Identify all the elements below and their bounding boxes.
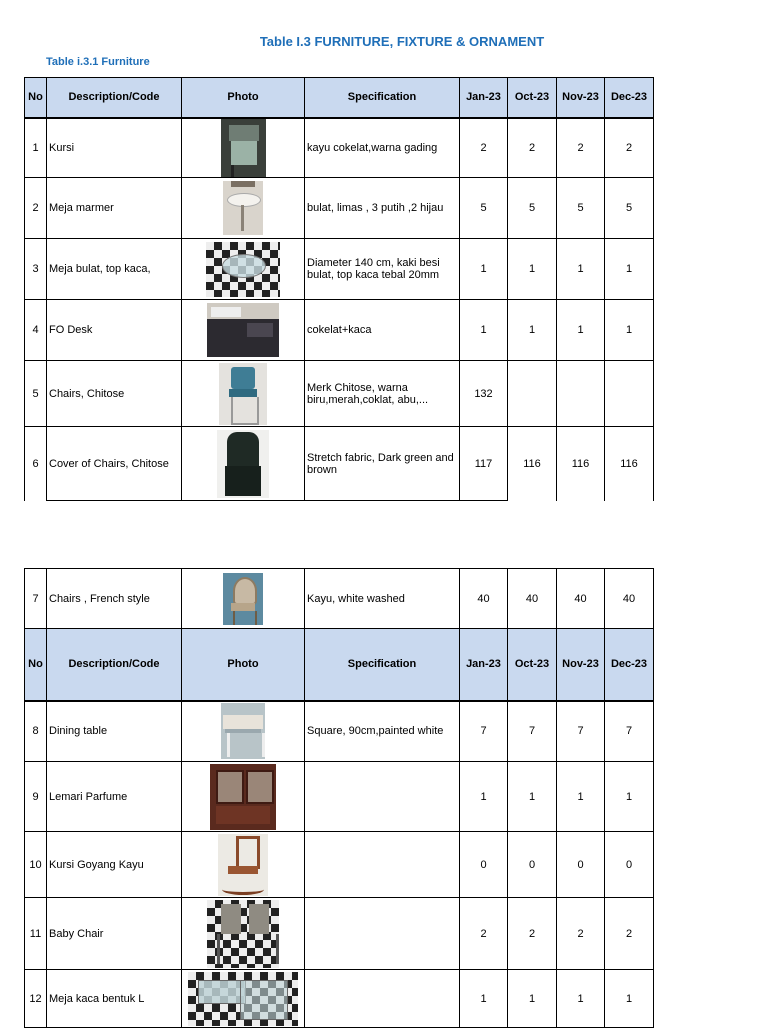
header-dec-23: Dec-23: [605, 78, 654, 118]
baby-chair-photo: [207, 900, 279, 968]
row-description: Kursi Goyang Kayu: [47, 832, 182, 898]
table-row: [25, 701, 654, 762]
row-no: 10: [25, 832, 47, 898]
row-nov-23: [557, 361, 605, 427]
row-oct-23: 2: [508, 898, 557, 970]
header-oct-23: Oct-23: [508, 629, 557, 701]
row-no: 2: [25, 178, 47, 239]
row-jan-23: 2: [460, 898, 508, 970]
row-specification: Diameter 140 cm, kaki besi bulat, top kaca tebal 20mm: [305, 239, 460, 300]
row-specification: [305, 762, 460, 832]
table-row: [25, 239, 654, 300]
header-nov-23: Nov-23: [557, 78, 605, 118]
row-specification: Kayu, white washed: [305, 569, 460, 629]
row-no: 9: [25, 762, 47, 832]
row-specification: [305, 970, 460, 1028]
row-oct-23: 2: [508, 118, 557, 178]
table-subtitle: Table i.3.1 Furniture: [46, 56, 150, 68]
row-dec-23: 7: [605, 701, 654, 762]
row-dec-23: 1: [605, 762, 654, 832]
fo-desk-photo: [207, 303, 279, 357]
row-oct-23: 40: [508, 569, 557, 629]
row-jan-23: 0: [460, 832, 508, 898]
row-specification: Square, 90cm,painted white: [305, 701, 460, 762]
row-jan-23: 132: [460, 361, 508, 427]
row-description: Baby Chair: [47, 898, 182, 970]
row-jan-23: 117: [460, 427, 508, 501]
header-description: Description/Code: [47, 78, 182, 118]
glass-table-photo: [206, 242, 280, 297]
row-jan-23: 1: [460, 762, 508, 832]
row-jan-23: 5: [460, 178, 508, 239]
chair-photo: [221, 119, 266, 177]
row-description: Meja marmer: [47, 178, 182, 239]
row-oct-23: 1: [508, 762, 557, 832]
row-dec-23: 40: [605, 569, 654, 629]
l-glass-table-photo: [188, 972, 298, 1026]
table-row: [25, 762, 654, 832]
table-header-row-repeat: [25, 629, 654, 701]
row-nov-23: 2: [557, 118, 605, 178]
row-dec-23: 1: [605, 970, 654, 1028]
header-nov-23: Nov-23: [557, 629, 605, 701]
row-no: 5: [25, 361, 47, 427]
row-oct-23: 1: [508, 300, 557, 361]
row-oct-23: 1: [508, 239, 557, 300]
row-jan-23: 2: [460, 118, 508, 178]
table-row: [25, 118, 654, 178]
row-no: 6: [25, 427, 47, 501]
row-nov-23: 5: [557, 178, 605, 239]
row-specification: Merk Chitose, warna biru,merah,coklat, abu,...: [305, 361, 460, 427]
table-row: [25, 569, 654, 629]
chair-cover-photo: [217, 430, 269, 498]
row-nov-23: 0: [557, 832, 605, 898]
row-jan-23: 40: [460, 569, 508, 629]
row-no: 11: [25, 898, 47, 970]
header-no: No: [25, 629, 47, 701]
header-oct-23: Oct-23: [508, 78, 557, 118]
header-jan-23: Jan-23: [460, 629, 508, 701]
row-no: 7: [25, 569, 47, 629]
row-jan-23: 1: [460, 239, 508, 300]
row-description: Cover of Chairs, Chitose: [47, 427, 182, 501]
row-dec-23: 0: [605, 832, 654, 898]
header-dec-23: Dec-23: [605, 629, 654, 701]
french-chair-photo: [223, 573, 263, 625]
row-nov-23: 1: [557, 970, 605, 1028]
table-row: [25, 178, 654, 239]
row-no: 1: [25, 118, 47, 178]
row-description: Chairs , French style: [47, 569, 182, 629]
row-no: 4: [25, 300, 47, 361]
row-specification: kayu cokelat,warna gading: [305, 118, 460, 178]
table-row: [25, 898, 654, 970]
furniture-table-part-1: [24, 77, 654, 501]
table-row: [25, 300, 654, 361]
row-specification: [305, 832, 460, 898]
header-jan-23: Jan-23: [460, 78, 508, 118]
table-row: [25, 832, 654, 898]
header-photo: Photo: [182, 78, 305, 118]
row-oct-23: 1: [508, 970, 557, 1028]
cabinet-photo: [210, 764, 276, 830]
row-no: 8: [25, 701, 47, 762]
row-description: Lemari Parfume: [47, 762, 182, 832]
row-specification: bulat, limas , 3 putih ,2 hijau: [305, 178, 460, 239]
row-dec-23: 1: [605, 300, 654, 361]
dining-table-photo: [221, 703, 265, 759]
row-description: Meja bulat, top kaca,: [47, 239, 182, 300]
table-header-row: [25, 78, 654, 118]
furniture-table-part-2: [24, 568, 654, 1028]
row-specification: Stretch fabric, Dark green and brown: [305, 427, 460, 501]
row-jan-23: 1: [460, 970, 508, 1028]
row-dec-23: 116: [605, 427, 654, 501]
row-dec-23: 2: [605, 118, 654, 178]
header-description: Description/Code: [47, 629, 182, 701]
row-nov-23: 40: [557, 569, 605, 629]
marble-table-photo: [223, 181, 263, 235]
row-dec-23: 2: [605, 898, 654, 970]
row-nov-23: 1: [557, 300, 605, 361]
row-description: FO Desk: [47, 300, 182, 361]
header-specification: Specification: [305, 78, 460, 118]
row-oct-23: 7: [508, 701, 557, 762]
table-row: [25, 427, 654, 501]
header-photo: Photo: [182, 629, 305, 701]
row-description: Dining table: [47, 701, 182, 762]
row-dec-23: [605, 361, 654, 427]
table-row: [25, 361, 654, 427]
chitose-chair-photo: [219, 363, 267, 425]
row-no: 3: [25, 239, 47, 300]
row-no: 12: [25, 970, 47, 1028]
row-jan-23: 1: [460, 300, 508, 361]
row-description: Chairs, Chitose: [47, 361, 182, 427]
row-oct-23: 5: [508, 178, 557, 239]
row-dec-23: 1: [605, 239, 654, 300]
row-dec-23: 5: [605, 178, 654, 239]
table-row: [25, 970, 654, 1028]
header-specification: Specification: [305, 629, 460, 701]
row-nov-23: 116: [557, 427, 605, 501]
row-nov-23: 2: [557, 898, 605, 970]
row-description: Meja kaca bentuk L: [47, 970, 182, 1028]
row-nov-23: 7: [557, 701, 605, 762]
row-specification: [305, 898, 460, 970]
row-nov-23: 1: [557, 239, 605, 300]
row-specification: cokelat+kaca: [305, 300, 460, 361]
row-description: Kursi: [47, 118, 182, 178]
document-title: Table I.3 FURNITURE, FIXTURE & ORNAMENT: [259, 34, 545, 49]
row-jan-23: 7: [460, 701, 508, 762]
row-oct-23: 116: [508, 427, 557, 501]
row-nov-23: 1: [557, 762, 605, 832]
row-oct-23: [508, 361, 557, 427]
header-no: No: [25, 78, 47, 118]
rocking-chair-photo: [218, 834, 268, 896]
row-oct-23: 0: [508, 832, 557, 898]
